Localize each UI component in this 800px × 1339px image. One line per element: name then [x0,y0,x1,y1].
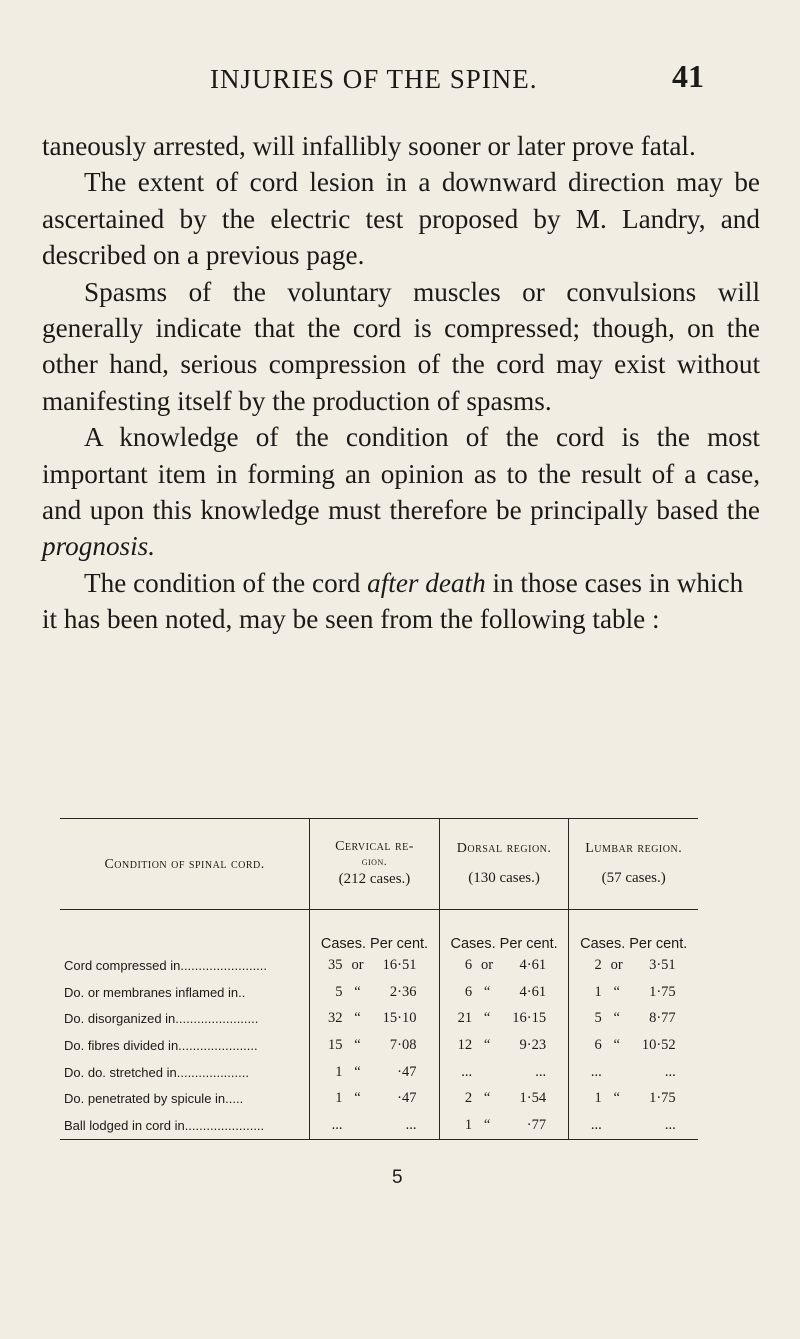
cell-pct: 8·77 [649,1010,676,1027]
paragraph-5-italic: after death [367,567,486,598]
paragraph-4-text: A knowledge of the condition of the cord is the most important item in forming an opinion as to the result of a case, and upon this knowledge must therefore be principally based the [42,422,760,526]
cell-sep: “ [613,1010,620,1027]
cell-pct: ·77 [526,1116,547,1133]
cell-pct: 1·75 [649,983,676,1000]
cell-sep: or [351,956,364,973]
row-condition: Do. do. stretched in.................... [64,1064,249,1080]
table-row [60,1032,698,1059]
cell-pct: ... [664,1063,676,1080]
paragraph-4-italic: prognosis. [42,531,156,562]
cell-cervical [310,1112,440,1139]
cell-pct: 3·51 [649,956,676,973]
row-condition: Do. or membranes inflamed in.. [64,984,246,1000]
subheader-lumbar: Cases. Per cent. [569,910,698,953]
cell-sep: “ [354,1090,361,1107]
cell-cases: 32 [327,1010,343,1027]
table-row [60,1085,698,1112]
header-cervical: Cervical re- gion. (212 cases.) [310,819,440,910]
table-row [60,952,698,979]
subheader-dorsal: Cases. Per cent. [439,910,569,953]
cell-sep: “ [613,1036,620,1053]
table-body [60,952,698,1139]
cell-dorsal [439,979,569,1006]
row-condition: Do. fibres divided in...................... [64,1037,258,1053]
cell-cases: 1 [335,1090,343,1107]
cell-sep: “ [354,983,361,1000]
cell-pct: 7·08 [389,1036,417,1053]
row-condition: Do. penetrated by spicule in..... [64,1091,244,1107]
cell-sep: “ [354,1010,361,1027]
row-condition: Ball lodged in cord in...................... [60,1112,310,1139]
cell-pct: ... [664,1116,676,1133]
cell-cases: ... [331,1116,343,1133]
page-header [0,58,800,104]
cell-pct: ... [405,1116,417,1133]
cell-cases: 6 [464,983,473,1000]
row-condition: Do. disorganized in....................... [64,1011,259,1027]
cell-sep: “ [483,1010,491,1027]
cell-cases: 21 [457,1010,473,1027]
header-dorsal: Dorsal region. (130 cases.) [439,819,569,910]
cell-cases: 1 [594,983,602,1000]
cell-pct: ·47 [397,1063,417,1080]
table-row [60,1112,698,1139]
cell-pct: 2·36 [389,983,417,1000]
cell-cervical [310,1032,440,1059]
cell-cases: 35 [327,956,343,973]
cell-cases: 1 [335,1063,343,1080]
cell-pct: 9·23 [519,1036,547,1053]
cell-dorsal [439,952,569,979]
cell-cases: 2 [594,956,602,973]
subheader-cervical: Cases. Per cent. [310,910,440,953]
paragraph-2: The extent of cord lesion in a downward direction may be ascertained by the electric test proposed by M. Landry, and described on a previous page. [42,167,760,271]
cell-lumbar [569,1005,698,1032]
paragraph-1: taneously arrested, will infallibly sooner or later prove fatal. [42,131,696,161]
cell-pct: 4·61 [519,956,547,973]
header-condition: Condition of spinal cord. [60,819,310,910]
cell-cervical [310,979,440,1006]
cell-cases: 1 [594,1090,602,1107]
page-number: 41 [672,58,704,94]
cell-cases: ... [590,1116,602,1133]
cell-pct: 16·15 [512,1010,547,1027]
cell-dorsal [439,1059,569,1086]
cell-cases: ... [461,1063,473,1080]
paragraph-5-text-b: in those cases in which it has been noted, may be seen from the following table : [42,567,744,635]
cell-lumbar [569,1059,698,1086]
cell-sep: “ [483,1116,491,1133]
cell-lumbar [569,1112,698,1139]
paragraph-5 [42,565,760,638]
cell-cervical [310,1005,440,1032]
cell-lumbar [569,1032,698,1059]
cell-cases: 5 [594,1010,602,1027]
table-header-row [60,819,698,910]
cell-sep: “ [483,1090,491,1107]
row-condition: Cord compressed in........................ [64,957,268,973]
cell-dorsal [439,1085,569,1112]
cell-dorsal [439,1112,569,1139]
cell-sep: or [481,956,494,973]
table-subheader-row [60,910,698,953]
cell-pct: 10·52 [641,1036,676,1053]
cell-sep: “ [613,983,620,1000]
cell-cervical [310,952,440,979]
header-lumbar: Lumbar region. (57 cases.) [569,819,698,910]
cell-cases: 6 [594,1036,602,1053]
cell-pct: 1·75 [649,1090,676,1107]
cell-lumbar [569,1085,698,1112]
cell-cases: 1 [464,1116,473,1133]
cell-cases: 2 [464,1090,473,1107]
cell-sep: “ [483,983,491,1000]
cell-pct: 4·61 [519,983,547,1000]
cell-cases: ... [590,1063,602,1080]
cell-sep: or [610,956,623,973]
cell-sep: “ [354,1036,361,1053]
signature-mark: 5 [392,1167,403,1188]
cell-dorsal [439,1032,569,1059]
body-text [42,128,760,638]
paragraph-4 [42,419,760,565]
cell-pct: 16·51 [382,956,417,973]
running-title: INJURIES OF THE SPINE. [210,64,538,94]
cell-sep: “ [483,1036,491,1053]
paragraph-5-text-a: The condition of the cord [84,567,368,598]
cell-sep: “ [354,1063,361,1080]
cell-cervical [310,1059,440,1086]
cell-cases: 12 [457,1036,473,1053]
cell-cervical [310,1085,440,1112]
cell-cases: 6 [464,956,473,973]
cell-lumbar [569,952,698,979]
cell-pct: ·47 [397,1090,417,1107]
stats-table [60,818,698,1140]
cell-lumbar [569,979,698,1006]
table-row [60,1059,698,1086]
cell-pct: ... [535,1063,547,1080]
cell-dorsal [439,1005,569,1032]
table-row [60,979,698,1006]
cell-sep: “ [613,1090,620,1107]
spinal-cord-table [60,818,698,1140]
cell-cases: 5 [335,983,343,1000]
cell-cases: 15 [327,1036,343,1053]
cell-pct: 1·54 [519,1090,547,1107]
cell-pct: 15·10 [382,1010,417,1027]
paragraph-3: Spasms of the voluntary muscles or convulsions will generally indicate that the cord is compressed; though, on the other hand, serious compression of the cord may exist without manifesting itself by the production of spasms. [42,276,760,416]
table-row [60,1005,698,1032]
